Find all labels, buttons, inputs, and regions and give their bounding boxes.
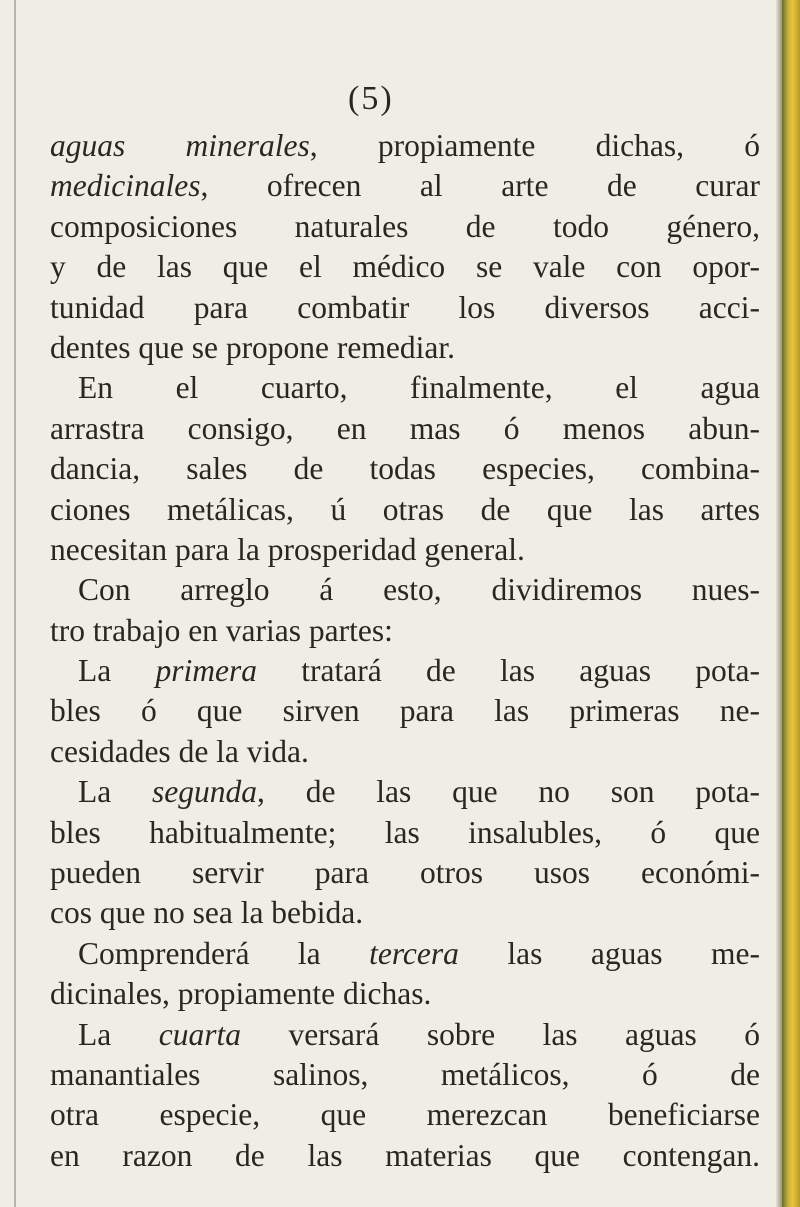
italic-run: medicinales [50,168,201,204]
book-spine-edge [782,0,800,1207]
text-run: La [78,1016,159,1052]
text-line [50,1015,760,1055]
text-run: tro trabajo en varias partes: [50,612,393,648]
text-run: , propiamente dichas, ó [309,128,760,163]
text-run: ciones metálicas, ú otras de que las artes [50,491,760,527]
text-run: Con arreglo á esto, dividiremos nues- [78,572,760,608]
text-line [50,328,760,368]
page-edge-rule [14,0,16,1207]
text-line [50,974,760,1014]
text-run: cos que no sea la bebida. [50,895,364,931]
text-line [50,611,760,651]
text-run: La [78,653,156,689]
text-line [50,1136,760,1176]
text-run: , de las que no son pota- [257,774,760,810]
text-line [50,893,760,933]
text-run: versará sobre las aguas ó [240,1016,761,1052]
text-line [50,570,760,610]
text-run: dancia, sales de todas especies, combina- [50,451,760,487]
italic-run: cuarta [158,1016,241,1052]
text-run: dicinales, propiamente dichas. [50,976,432,1012]
text-line [50,126,760,166]
text-run: las aguas me- [458,935,760,971]
text-line [50,1055,760,1095]
text-run: La [78,774,153,810]
text-run: arrastra consigo, en mas ó menos abun- [50,410,760,446]
text-line [50,409,760,449]
text-run: cesidades de la vida. [50,733,309,769]
text-run: otra especie, que merezcan beneficiarse [50,1097,760,1133]
text-run: pueden servir para otros usos económi- [50,855,760,891]
text-line [50,813,760,853]
text-run: tratará de las aguas pota- [257,653,761,689]
body-text [50,126,760,1176]
text-line [50,288,760,328]
text-run: En el cuarto, finalmente, el agua [78,370,760,406]
text-run: manantiales salinos, metálicos, ó de [50,1056,760,1092]
italic-run: segunda [152,774,258,810]
text-run: bles habitualmente; las insalubles, ó que [50,814,760,850]
text-line [50,368,760,408]
italic-run: primera [155,653,258,689]
text-run: bles ó que sirven para las primeras ne- [50,693,760,729]
text-line [50,853,760,893]
text-line [50,490,760,530]
text-line [50,207,760,247]
text-line [50,934,760,974]
text-line [50,772,760,812]
text-line [50,651,760,691]
text-line [50,732,760,772]
text-run: , ofrecen al arte de curar [200,168,760,204]
text-run: dentes que se propone remediar. [50,329,455,365]
italic-run: aguas minerales [50,128,310,163]
text-line [50,166,760,206]
text-run: tunidad para combatir los diversos acci- [50,289,760,325]
text-run: en razon de las materias que contengan. [50,1137,760,1173]
text-line [50,691,760,731]
text-run: necesitan para la prosperidad general. [50,531,525,567]
text-run: Comprenderá la [78,935,370,971]
text-line [50,449,760,489]
text-run: composiciones naturales de todo género, [50,208,760,244]
italic-run: tercera [369,935,459,971]
page-number: (5) [348,80,394,117]
text-line [50,247,760,287]
text-run: y de las que el médico se vale con opor- [50,249,760,285]
text-line [50,530,760,570]
text-line [50,1095,760,1135]
